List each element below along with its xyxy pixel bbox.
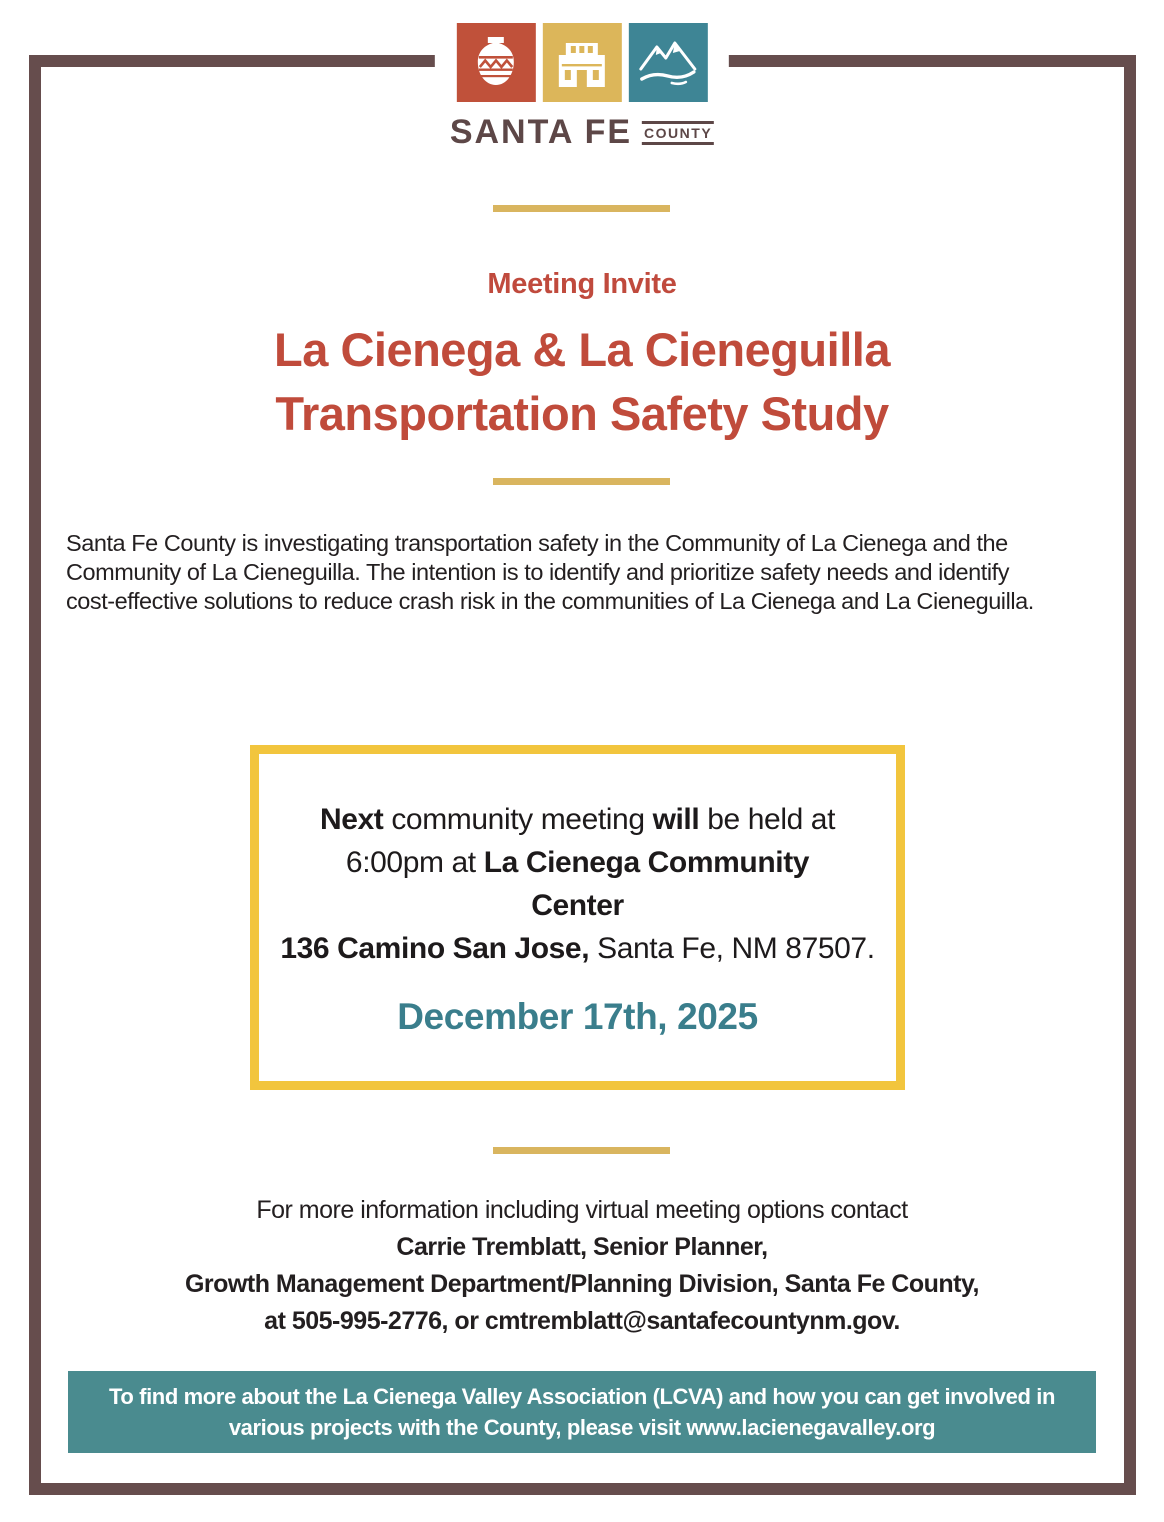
meeting-details-text — [259, 798, 896, 970]
text-line: Growth Management Department/Planning Division, Santa Fe County, — [184, 1270, 979, 1298]
text-line: To find more about the La Cienega Valley Association (LCVA) and how you can get involved in — [109, 1384, 1055, 1409]
santa-fe-county-logo — [435, 14, 729, 162]
contact-info — [0, 1192, 1164, 1340]
page-title-line1: La Cienega & La Cieneguilla — [274, 323, 890, 376]
meeting-date: December 17th, 2025 — [397, 996, 758, 1037]
text-line: various projects with the County, please visit www.lacienegavalley.org — [228, 1415, 936, 1440]
logo-county-badge: COUNTY — [642, 121, 714, 145]
adobe-building-icon — [543, 23, 622, 102]
meeting-line-1: Next community meeting will be held at — [319, 803, 836, 836]
meeting-invite-label: Meeting Invite — [487, 268, 677, 300]
gold-divider-above-contact — [493, 1147, 670, 1154]
text-line: For more information including virtual meeting options contact — [256, 1196, 908, 1224]
text-line: Community of La Cieneguilla. The intention is to identify and prioritize safety needs and identify — [66, 559, 1010, 585]
pottery-icon — [457, 23, 536, 102]
page-title — [0, 318, 1164, 446]
meeting-line-2: 6:00pm at La Cienega Community — [345, 846, 810, 879]
meeting-address-line: 136 Camino San Jose, Santa Fe, NM 87507. — [280, 932, 875, 965]
page-title-line2: Transportation Safety Study — [275, 387, 889, 440]
logo-wordmark-text: SANTA FE — [449, 113, 633, 151]
gold-divider-under-title — [493, 478, 670, 485]
lcva-banner — [68, 1371, 1096, 1453]
gold-divider-top — [493, 205, 670, 212]
meeting-line-3: Center — [531, 889, 624, 922]
intro-paragraph — [66, 529, 1100, 616]
mountains-river-icon — [629, 23, 708, 102]
text-line: at 505-995-2776, or cmtremblatt@santafecountynm.gov. — [264, 1307, 900, 1335]
text-line: Carrie Tremblatt, Senior Planner, — [396, 1233, 768, 1261]
text-line: cost-effective solutions to reduce crash risk in the communities of La Cienega and La Cieneguilla. — [66, 588, 1034, 614]
text-line: Santa Fe County is investigating transportation safety in the Community of La Cienega and the — [66, 530, 1008, 556]
meeting-details-box — [250, 745, 905, 1090]
logo-squares — [450, 23, 714, 102]
